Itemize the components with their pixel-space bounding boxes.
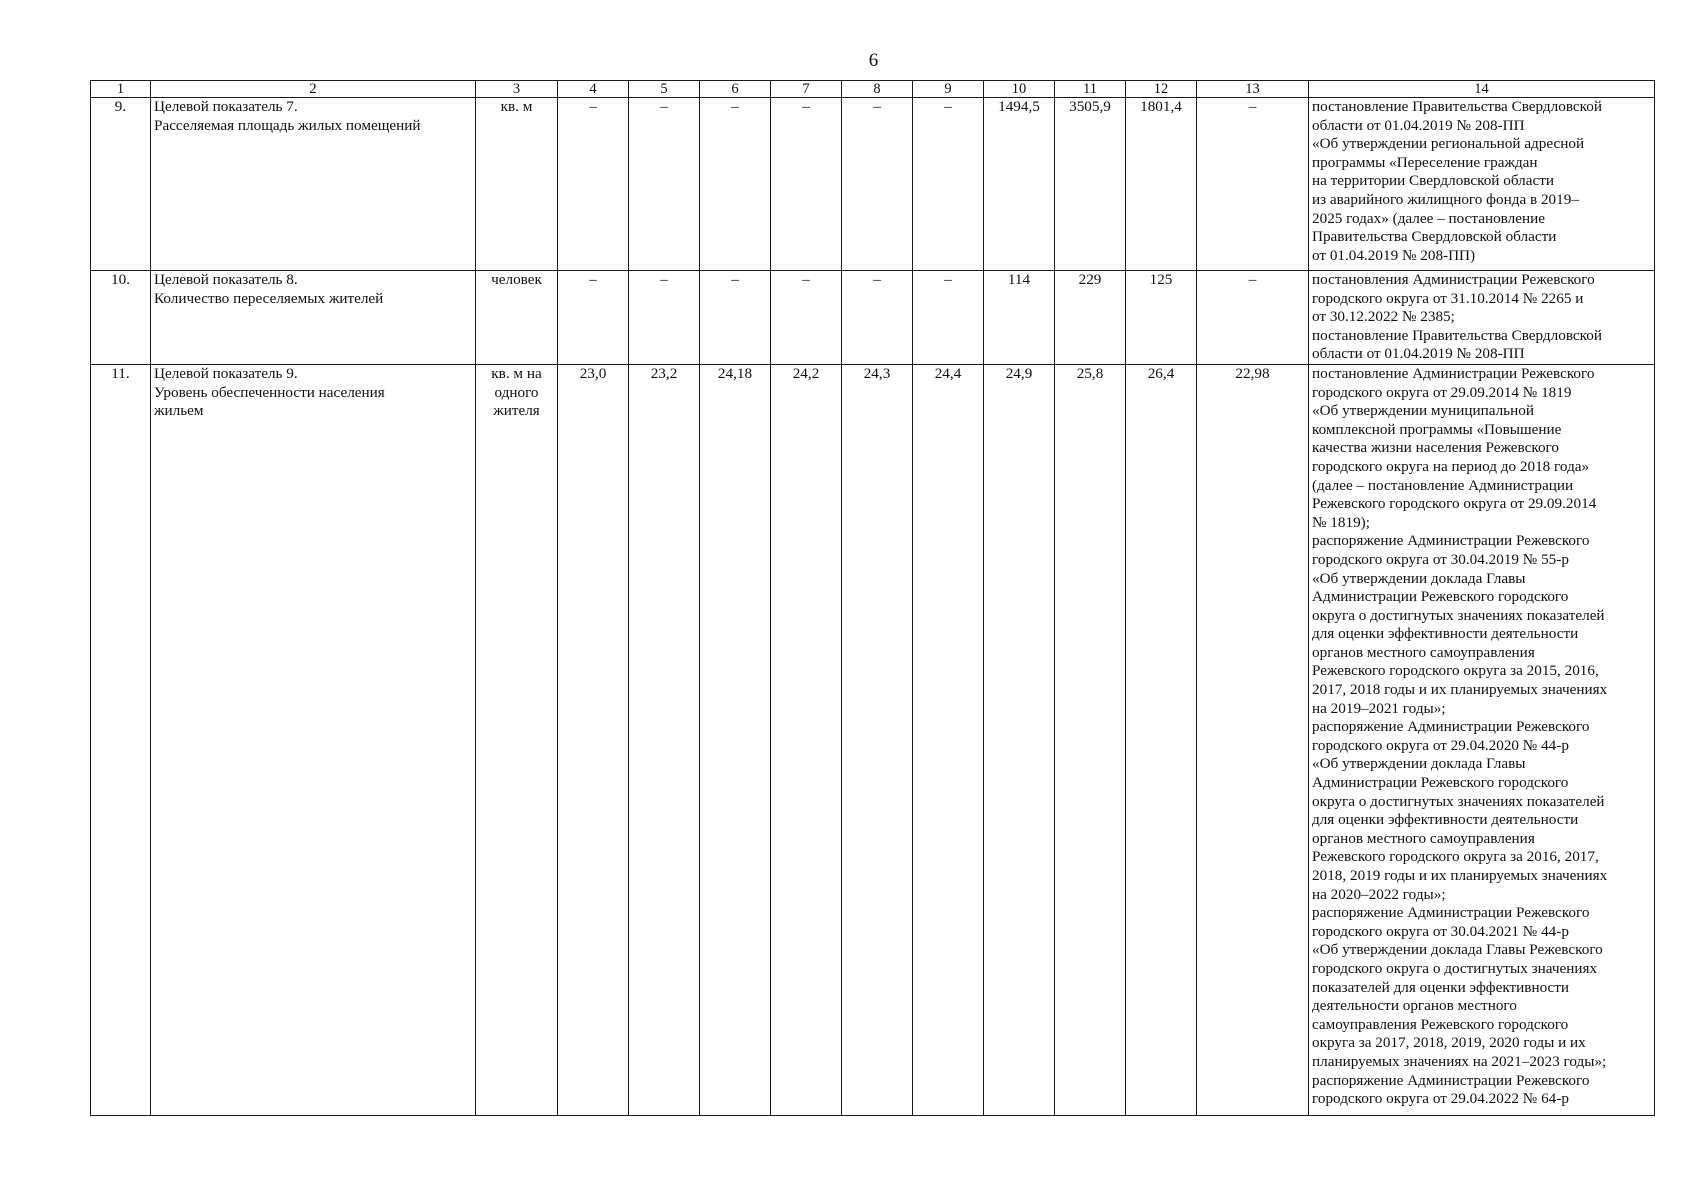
source-line: «Об утверждении доклада Главы [1312,755,1526,773]
source-line: (далее – постановление Администрации [1312,476,1574,494]
source-line: планируемых значениях на 2021–2023 годы»; [1312,1052,1607,1070]
indicator-name: жильем [154,402,204,420]
source-line: органов местного самоуправления [1312,643,1535,661]
source-line: программы «Переселение граждан [1312,153,1538,171]
value-cell: 24,3 [842,364,913,1115]
source-line: деятельности органов местного [1312,997,1517,1015]
source-line: распоряжение Администрации Режевского [1312,532,1590,550]
source-line: Режевского городского округа от 29.09.2014 [1312,495,1597,513]
column-header: 8 [842,81,913,98]
indicator-name: Расселяемая площадь жилых помещений [154,116,421,134]
source-line: Администрации Режевского городского [1312,774,1569,792]
value-cell: 1494,5 [984,98,1055,271]
row-number: 10. [91,271,151,365]
value-cell: 24,4 [913,364,984,1115]
source-line: округа о достигнутых значениях показателей [1312,792,1605,810]
source-line: постановление Администрации Режевского [1312,364,1595,382]
value-cell: 22,98 [1197,364,1309,1115]
source-cell [1309,364,1655,1115]
unit-cell [476,364,558,1115]
value-cell: 23,2 [629,364,700,1115]
value-cell: – [913,98,984,271]
source-line: городского округа от 29.04.2020 № 44-р [1312,736,1569,754]
value-cell: – [1197,271,1309,365]
column-header: 13 [1197,81,1309,98]
source-line: городского округа на период до 2018 года» [1312,457,1590,475]
source-line: «Об утверждении региональной адресной [1312,135,1585,153]
indicator-cell [151,271,476,365]
source-line: для оценки эффективности деятельности [1312,625,1579,643]
source-line: области от 01.04.2019 № 208-ПП [1312,345,1525,363]
column-header: 10 [984,81,1055,98]
value-cell: – [842,271,913,365]
source-line: городского округа от 30.04.2019 № 55-р [1312,550,1569,568]
source-line: на 2020–2022 годы»; [1312,885,1446,903]
source-line: Правительства Свердловской области [1312,228,1557,246]
value-cell: 24,18 [700,364,771,1115]
source-cell [1309,271,1655,365]
indicators-table [90,80,1655,1116]
source-line: показателей для оценки эффективности [1312,978,1570,996]
value-cell: – [629,271,700,365]
source-line: городского округа от 29.04.2022 № 64-р [1312,1090,1569,1108]
source-line: № 1819); [1312,513,1370,531]
unit-cell [476,271,558,365]
column-header: 14 [1309,81,1655,98]
value-cell: – [771,98,842,271]
value-cell: 24,2 [771,364,842,1115]
source-line: городского округа от 31.10.2014 № 2265 и [1312,289,1584,307]
source-line: 2018, 2019 годы и их планируемых значениях [1312,867,1608,884]
source-line: округа за 2017, 2018, 2019, 2020 годы и их [1312,1034,1586,1052]
value-cell: – [629,98,700,271]
source-line: органов местного самоуправления [1312,829,1535,847]
source-line: округа о достигнутых значениях показателей [1312,606,1605,624]
unit-text: кв. м на [491,364,542,382]
value-cell: 3505,9 [1055,98,1126,271]
source-line: от 30.12.2022 № 2385; [1312,308,1455,326]
column-header: 6 [700,81,771,98]
row-number: 9. [91,98,151,271]
table-header-row [91,81,1655,98]
source-line: распоряжение Администрации Режевского [1312,904,1590,922]
source-line: на 2019–2021 годы»; [1312,699,1446,717]
indicator-cell [151,98,476,271]
value-cell: – [700,98,771,271]
source-line: 2017, 2018 годы и их планируемых значениях [1312,681,1608,699]
value-cell: 229 [1055,271,1126,365]
value-cell: – [842,98,913,271]
source-cell [1309,98,1655,271]
source-line: постановление Правительства Свердловской [1312,98,1602,115]
source-line: постановления Администрации Режевского [1312,271,1595,288]
column-header: 4 [558,81,629,98]
column-header: 2 [151,81,476,98]
unit-text: одного [494,383,539,401]
value-cell: – [913,271,984,365]
unit-cell [476,98,558,271]
source-line: постановление Правительства Свердловской [1312,326,1602,344]
source-line: распоряжение Администрации Режевского [1312,1071,1590,1089]
unit-text: кв. м [500,98,533,115]
value-cell: 23,0 [558,364,629,1115]
indicator-name: Уровень обеспеченности населения [154,383,385,401]
row-number: 11. [91,364,151,1115]
indicator-cell [151,364,476,1115]
unit-text: человек [491,271,542,288]
indicator-name: Количество переселяемых жителей [154,289,384,307]
column-header: 3 [476,81,558,98]
source-line: на территории Свердловской области [1312,172,1554,190]
source-line: городского округа от 29.09.2014 № 1819 [1312,383,1572,401]
source-line: «Об утверждении доклада Главы Режевского [1312,941,1603,959]
source-line: Режевского городского округа за 2016, 2017, [1312,848,1599,866]
source-line: из аварийного жилищного фонда в 2019– [1312,190,1579,208]
column-header: 11 [1055,81,1126,98]
table-row [91,364,1655,1115]
source-line: «Об утверждении муниципальной [1312,402,1534,420]
unit-text: жителя [493,402,540,420]
value-cell: 24,9 [984,364,1055,1115]
indicator-title: Целевой показатель 7. [154,98,298,115]
page-number: 6 [868,50,879,71]
value-cell: 125 [1126,271,1197,365]
indicator-title: Целевой показатель 9. [154,364,298,382]
source-line: «Об утверждении доклада Главы [1312,569,1526,587]
source-line: для оценки эффективности деятельности [1312,811,1579,829]
table-row [91,98,1655,271]
value-cell: – [1197,98,1309,271]
source-line: Режевского городского округа за 2015, 2016, [1312,662,1599,680]
value-cell: 26,4 [1126,364,1197,1115]
column-header: 7 [771,81,842,98]
indicator-title: Целевой показатель 8. [154,271,298,288]
table-row [91,271,1655,365]
value-cell: – [558,98,629,271]
value-cell: 25,8 [1055,364,1126,1115]
source-line: городского округа от 30.04.2021 № 44-р [1312,922,1569,940]
value-cell: – [558,271,629,365]
source-line: городского округа о достигнутых значениях [1312,959,1598,977]
value-cell: 1801,4 [1126,98,1197,271]
source-line: 2025 годах» (далее – постановление [1312,209,1545,227]
column-header: 9 [913,81,984,98]
source-line: области от 01.04.2019 № 208-ПП [1312,116,1525,134]
source-line: самоуправления Режевского городского [1312,1015,1569,1033]
value-cell: – [771,271,842,365]
column-header: 12 [1126,81,1197,98]
value-cell: 114 [984,271,1055,365]
source-line: качества жизни населения Режевского [1312,439,1559,457]
source-line: Администрации Режевского городского [1312,588,1569,606]
column-header: 1 [91,81,151,98]
source-line: от 01.04.2019 № 208-ПП) [1312,246,1476,264]
value-cell: – [700,271,771,365]
source-line: распоряжение Администрации Режевского [1312,718,1590,736]
source-line: комплексной программы «Повышение [1312,420,1562,438]
column-header: 5 [629,81,700,98]
